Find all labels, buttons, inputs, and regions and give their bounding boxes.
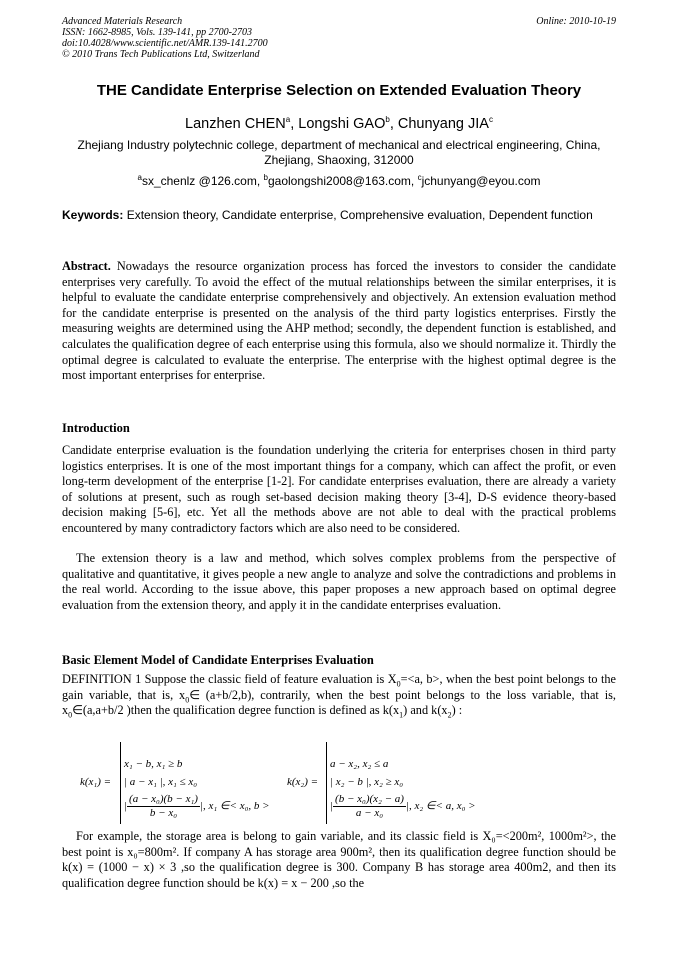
email-address: jchunyang@eyou.com [421, 174, 541, 188]
abstract [62, 259, 616, 384]
formula-lhs: k(x₂) = [287, 776, 319, 788]
intro-heading: Introduction [62, 421, 130, 435]
keywords [62, 208, 616, 223]
example-text: For example, the storage area is belong to gain variable, and its classic field is X₀=<200m², 1000m²>, the best point is x₀=800m². If company A has storage area 900m², then its qualification degree function should be k(x) = (1000 − x) × 3 ,so the qualification degree is 300. Company B has storage area 400m2, and then its qualification degree function should be k(x) = x − 200 ,so the [62, 829, 616, 890]
formula-fraction [333, 793, 406, 820]
author-name: Longshi GAO [298, 116, 386, 132]
author-mark: b [385, 115, 390, 125]
fraction-denominator: a − x₀ [355, 807, 384, 819]
definition-paragraph: DEFINITION 1 Suppose the classic field of feature evaluation is $X_0=<a$, b>, when the best point belongs to the gain variable, that is, $x_0\in$ (a+b/2,b), contrarily, when the best point belongs to the loss variable, that is, $x_0\in(a,a+b/2$ )then the qualification degree function is defined as $k(x_1)$ and $k(x_2)$ : [62, 672, 616, 720]
intro-paragraph [62, 443, 616, 537]
journal-name: Advanced Materials Research [62, 16, 183, 27]
issn-line: ISSN: 1662-8985, Vols. 139-141, pp 2700-2703 [62, 27, 252, 38]
affiliation-line: Zhejiang, Shaoxing, 312000 [264, 153, 414, 167]
author-line: Lanzhen CHEN$^a$, Longshi GAO$^b$, Chunyang JIA$^c$ [185, 115, 493, 132]
formula-case [124, 793, 270, 820]
keywords-text: Extension theory, Candidate enterprise, Comprehensive evaluation, Dependent function [126, 208, 593, 222]
definition-text: ∈ (a+b/2,b), contrarily, when the best point belongs to the loss variable, that is, x [62, 687, 616, 718]
formula-brace [326, 742, 327, 824]
definition-text: ∈(a,a+b/2 )then the qualification degree function is defined as k(x [72, 703, 400, 718]
formula-case: x₁ − b, x₁ ≥ b [124, 758, 183, 770]
email-mark: b [263, 173, 268, 182]
abstract-text: Nowadays the resource organization process has forced the investors to consider the candidate enterprises very carefully. To avoid the effect of the mutual relationships between the similar enterprises, it is helpful to evaluate the candidate enterprise comprehensively and objectively. An extension evaluation method for the candidate enterprise is presented on the analysis of the third party logistics enterprises. Firstly the measuring weights are determined using the AHP method; secondly, the dependent function is established, and calculates the qualification degree of each enterprise using this formula, also we should normalize it. Thirdly the optimal degree is calculated to evaluate the enterprise. The enterprise with the highest optimal degree is the most important enterprises for enterprise. [62, 259, 616, 383]
formula-case: | x₂ − b |, x₂ ≥ x₀ [330, 776, 404, 788]
formula-lhs: k(x₁) = [80, 776, 112, 788]
formula-condition: |, x₂ ∈< a, x₀ > [405, 800, 476, 813]
intro-paragraph [62, 551, 616, 613]
definition-text: DEFINITION 1 Suppose the classic field of feature evaluation is X [62, 672, 397, 686]
definition-text: =<a, b>, when the best point belongs to the gain variable, that is, x [62, 672, 616, 702]
author-name: Chunyang JIA [397, 116, 489, 132]
email-mark: a [137, 173, 142, 182]
abstract-label: Abstract. [62, 259, 111, 273]
formula-case: a − x₂, x₂ ≤ a [330, 758, 389, 770]
intro-text-2: The extension theory is a law and method, which solves complex problems from the perspective of qualitative and quantitative, it gives people a new angle to analyze and solve the contradictions and problems in the real world. According to the issue above, this paper proposes a new approach based on optimal degree evaluation from the extension theory, and apply it in the candidate enterprises evaluation. [62, 551, 616, 612]
intro-text-1: Candidate enterprise evaluation is the foundation underlying the criteria for enterprises chosen in third party logistics enterprises. It is one of the most important things for a company, which can affect the profit, or even long-term development of the enterprise [1-2]. For candidate enterprises evaluation, there are already a variety of solutions at present, such as rough set-based decision making theory [3-4], D-S evidence theory-based decision making [5-6], etc. Yet all the methods above are not able to deal with the practical problems encountered by many contradictory factors which are also need to be considered. [62, 443, 616, 535]
fraction-numerator: (b − x₀)(x₂ − a) [335, 793, 404, 805]
author-mark: c [488, 115, 493, 125]
affiliation [50, 138, 628, 168]
fraction-denominator: b − x₀ [149, 807, 178, 819]
online-date: Online: 2010-10-19 [536, 16, 616, 27]
email-address: gaolongshi2008@163.com [267, 174, 411, 188]
formula-brace [120, 742, 121, 824]
fraction-numerator: (a − x₀)(b − x₁) [129, 793, 198, 805]
section-heading: Basic Element Model of Candidate Enterprises Evaluation [62, 653, 374, 667]
formula-fraction [127, 793, 200, 820]
definition-text: ) : [451, 703, 463, 718]
formula-bar: | [124, 800, 128, 813]
keywords-label: Keywords: [62, 208, 124, 222]
journal-header [62, 16, 616, 60]
example-paragraph [62, 829, 616, 891]
email-address: sx_chenlz @126.com [141, 174, 257, 188]
author-name: Lanzhen CHEN [185, 116, 286, 132]
author-mark: a [285, 115, 291, 125]
definition-text: ) and k(x [403, 703, 448, 718]
email-line: $^a$sx_chenlz @126.com, $^b$gaolongshi2008@163.com, $^c$jchunyang@eyou.com [137, 173, 541, 188]
copyright-line: © 2010 Trans Tech Publications Ltd, Switzerland [62, 49, 260, 60]
formula-condition: |, x₁ ∈< x₀, b > [199, 800, 270, 813]
formula-case [330, 793, 476, 820]
formula-case: | a − x₁ |, x₁ ≤ x₀ [124, 776, 198, 788]
formula-bar: | [330, 800, 334, 813]
email-mark: c [417, 173, 422, 182]
doi-line: doi:10.4028/www.scientific.net/AMR.139-141.2700 [62, 38, 268, 49]
affiliation-line: Zhejiang Industry polytechnic college, department of mechanical and electrical engineering, China, [77, 138, 601, 152]
paper-title: THE Candidate Enterprise Selection on Extended Evaluation Theory [96, 82, 582, 99]
